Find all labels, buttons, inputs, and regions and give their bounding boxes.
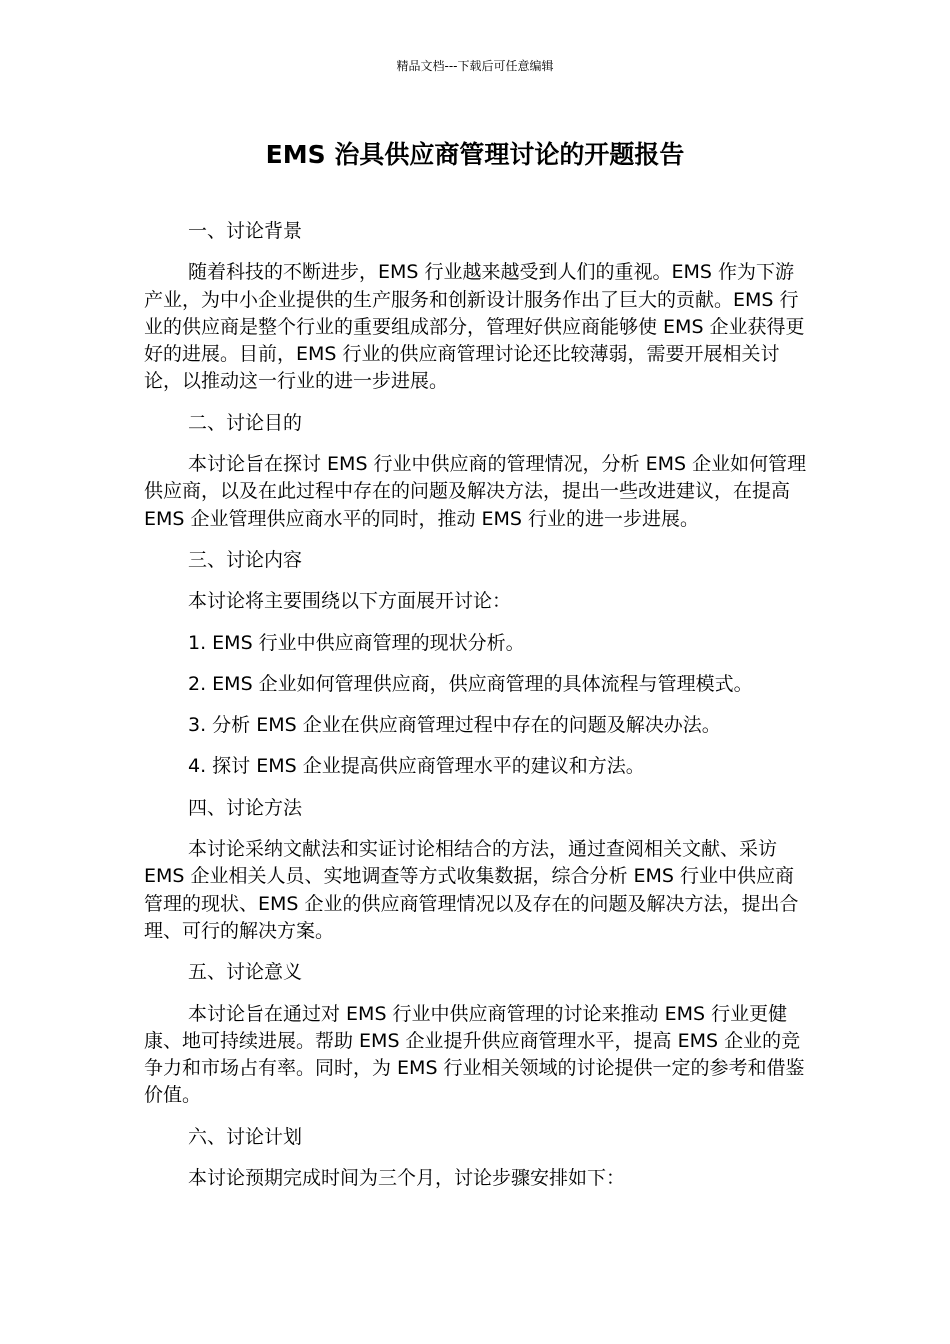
section-heading-content: 三、讨论内容: [188, 548, 303, 571]
section-heading-method: 四、讨论方法: [188, 796, 303, 819]
document-body: [144, 218, 808, 1206]
paragraph-purpose: 本讨论旨在探讨 EMS 行业中供应商的管理情况，分析 EMS 企业如何管理供应商，以及在此过程中存在的问题及解决方法，提出一些改进建议，在提高 EMS 企业管理供应商水平的同时，推动 EMS 行业的进一步进展。: [144, 453, 807, 530]
list-item: 2. EMS 企业如何管理供应商，供应商管理的具体流程与管理模式。: [188, 672, 753, 695]
paragraph-significance: 本讨论旨在通过对 EMS 行业中供应商管理的讨论来推动 EMS 行业更健康、地可持续进展。帮助 EMS 企业提升供应商管理水平，提高 EMS 企业的竞争力和市场占有率。同时，为 EMS 行业相关领域的讨论提供一定的参考和借鉴价值。: [144, 1002, 805, 1107]
page-header: 精品文档---下载后可任意编辑: [396, 59, 554, 73]
list-item: 1. EMS 行业中供应商管理的现状分析。: [188, 631, 525, 654]
section-heading-purpose: 二、讨论目的: [188, 411, 303, 434]
paragraph-plan: 本讨论预期完成时间为三个月，讨论步骤安排如下：: [188, 1167, 626, 1190]
paragraph-background: 随着科技的不断进步，EMS 行业越来越受到人们的重视。EMS 作为下游产业，为中小企业提供的生产服务和创新设计服务作出了巨大的贡献。EMS 行业的供应商是整个行业的重要组成部分，管理好供应商能够使 EMS 企业获得更好的进展。目前，EMS 行业的供应商管理讨论还比较薄弱，需要开展相关讨论，以推动这一行业的进一步进展。: [144, 261, 805, 393]
section-heading-plan: 六、讨论计划: [188, 1125, 303, 1148]
section-heading-background: 一、讨论背景: [188, 220, 303, 242]
paragraph-content-intro: 本讨论将主要围绕以下方面展开讨论：: [188, 590, 512, 613]
document-title: EMS 治具供应商管理讨论的开题报告: [265, 140, 685, 169]
section-heading-significance: 五、讨论意义: [188, 961, 303, 984]
list-item: 4. 探讨 EMS 企业提高供应商管理水平的建议和方法。: [188, 755, 645, 778]
paragraph-method: 本讨论采纳文献法和实证讨论相结合的方法，通过查阅相关文献、采访 EMS 企业相关人员、实地调查等方式收集数据，综合分析 EMS 行业中供应商管理的现状、EMS 企业的供应商管理情况以及存在的问题及解决方法，提出合理、可行的解决方案。: [144, 838, 799, 942]
list-item: 3. 分析 EMS 企业在供应商管理过程中存在的问题及解决办法。: [188, 714, 721, 737]
